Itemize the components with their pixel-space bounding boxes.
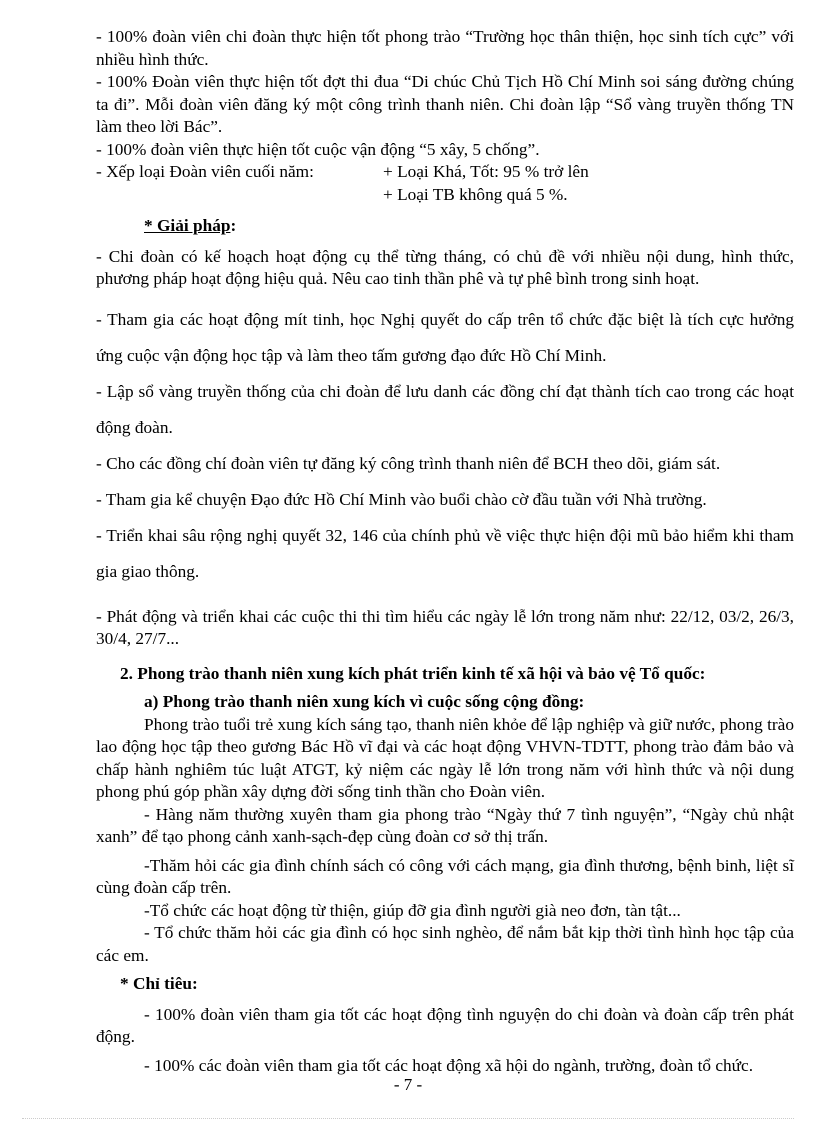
solution-item: - Triển khai sâu rộng nghị quyết 32, 146 của chính phủ về việc thực hiện đội mũ bảo hiểm khi tham gia giao thông.: [96, 525, 794, 581]
solution-item: - Phát động và triển khai các cuộc thi thi tìm hiểu các ngày lễ lớn trong năm như: 22/12, 03/2, 26/3, 30/4, 27/7...: [96, 606, 794, 648]
solution-item: - Tham gia kể chuyện Đạo đức Hồ Chí Minh vào buổi chào cờ đầu tuần với Nhà trường.: [96, 489, 707, 509]
solution-item: - Cho các đồng chí đoàn viên tự đăng ký công trình thanh niên để BCH theo dõi, giám sát.: [96, 453, 721, 473]
section-2-heading: 2. Phong trào thanh niên xung kích phát triển kinh tế xã hội và bảo vệ Tổ quốc:: [120, 663, 706, 683]
target-heading: * Chỉ tiêu:: [120, 974, 198, 993]
target-item: - 100% đoàn viên tham gia tốt các hoạt động tình nguyện do chi đoàn và đoàn cấp trên phát động.: [96, 1004, 794, 1046]
section-paragraph: Phong trào tuổi trẻ xung kích sáng tạo, thanh niên khỏe để lập nghiệp và giữ nước, phong trào lao động học tập theo gương Bác Hồ vĩ đại và các hoạt động VHVN-TDTT, phong trào đảm bảo và chấp hành nghiêm túc luật ATGT, kỷ niệm các ngày lễ lớn trong năm với hình thức và nội dung phong phú góp phần xây dựng đời sống tinh thần cho Đoàn viên.: [96, 714, 794, 801]
target-item: - 100% các đoàn viên tham gia tốt các hoạt động xã hội do ngành, trường, đoàn tổ chức.: [144, 1055, 754, 1075]
classification-label: - Xếp loại Đoàn viên cuối năm:: [96, 162, 314, 181]
section-paragraph: -Thăm hỏi các gia đình chính sách có công với cách mạng, gia đình thương, bệnh binh, liệt sĩ cùng đoàn cấp trên.: [96, 855, 794, 897]
section-paragraph: -Tổ chức các hoạt động từ thiện, giúp đỡ gia đình người già neo đơn, tàn tật...: [144, 900, 681, 920]
solution-heading-text: * Giải pháp: [144, 216, 231, 235]
page-bottom-rule: [22, 1118, 794, 1119]
page-number: - 7 -: [393, 1075, 423, 1094]
solution-item: - Lập sổ vàng truyền thống của chi đoàn để lưu danh các đồng chí đạt thành tích cao trong các hoạt động đoàn.: [96, 381, 794, 437]
classification-item-2: + Loại TB không quá 5 %.: [383, 184, 568, 204]
paragraph: - 100% đoàn viên thực hiện tốt cuộc vận động “5 xây, 5 chống”.: [96, 139, 540, 159]
document-page: [96, 26, 794, 1077]
paragraph: - 100% Đoàn viên thực hiện tốt đợt thi đua “Di chúc Chủ Tịch Hồ Chí Minh soi sáng đường chúng ta đi”. Mỗi đoàn viên đăng ký một công trình thanh niên. Chi đoàn lập “Sổ vàng truyền thống TN làm theo lời Bác”.: [96, 72, 794, 136]
section-paragraph: - Tổ chức thăm hỏi các gia đình có học sinh nghèo, để nắm bắt kịp thời tình hình học tập của các em.: [96, 923, 794, 965]
paragraph: - 100% đoàn viên chi đoàn thực hiện tốt phong trào “Trường học thân thiện, học sinh tích cực” với nhiều hình thức.: [96, 27, 794, 69]
section-2a-heading: a) Phong trào thanh niên xung kích vì cuộc sống cộng đồng:: [144, 692, 585, 711]
solution-heading: [144, 215, 794, 238]
classification-item: + Loại Khá, Tốt: 95 % trở lên: [383, 162, 589, 181]
classification-row: [96, 161, 794, 184]
solution-item: - Chi đoàn có kế hoạch hoạt động cụ thể từng tháng, có chủ đề với nhiều nội dung, hình thức, phương pháp hoạt động hiệu quả. Nêu cao tinh thần phê và tự phê bình trong sinh hoạt.: [96, 246, 794, 288]
solution-heading-colon: :: [230, 216, 237, 235]
section-paragraph: - Hàng năm thường xuyên tham gia phong trào “Ngày thứ 7 tình nguyện”, “Ngày chủ nhật xanh” để tạo phong cảnh xanh-sạch-đẹp cùng đoàn cơ sở thị trấn.: [96, 804, 794, 846]
solution-item: - Tham gia các hoạt động mít tinh, học Nghị quyết do cấp trên tổ chức đặc biệt là tích cực hưởng ứng cuộc vận động học tập và làm theo tấm gương đạo đức Hồ Chí Minh.: [96, 309, 794, 365]
